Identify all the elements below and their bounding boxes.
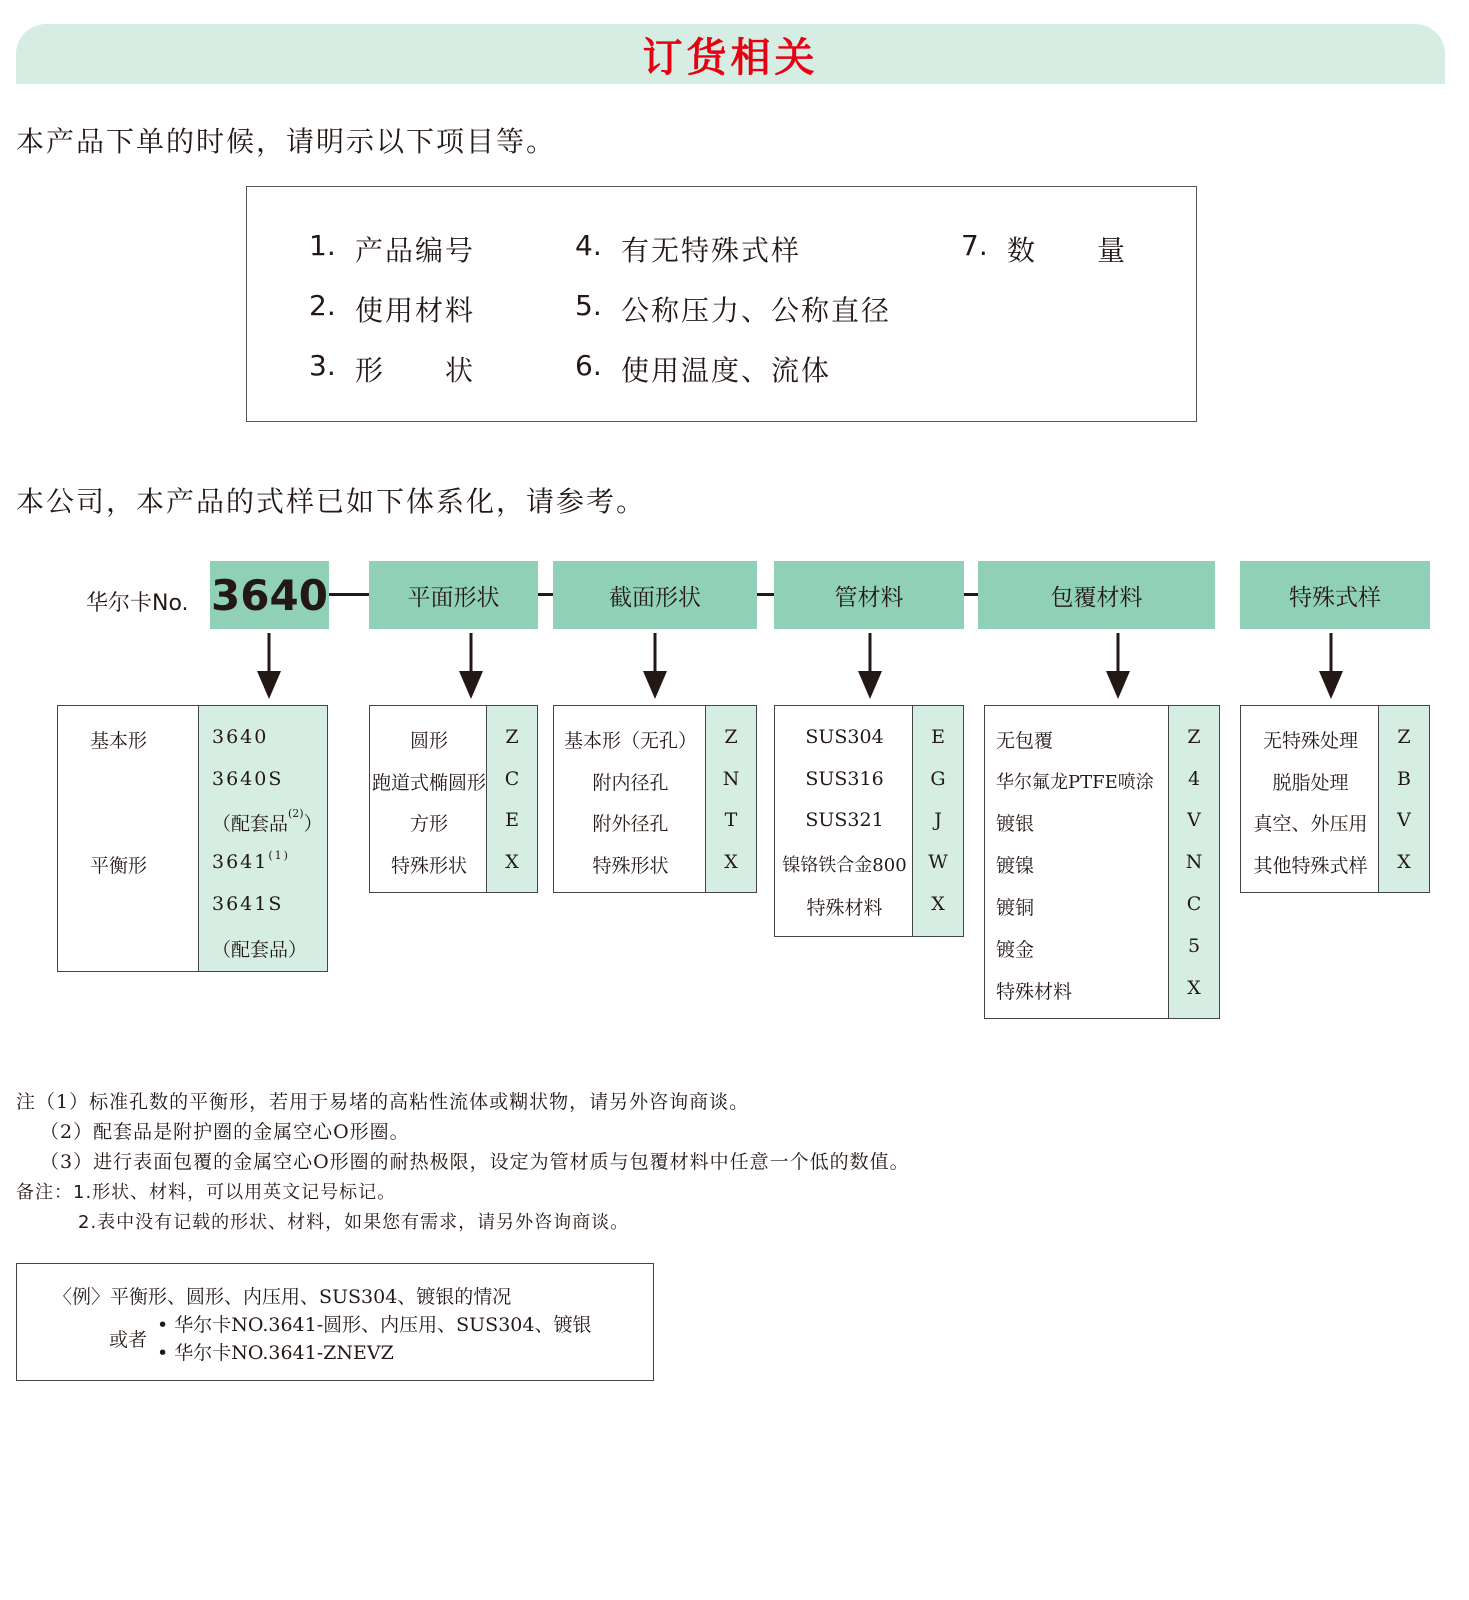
header-plane-shape: 平面形状 bbox=[369, 561, 538, 629]
example-box bbox=[16, 1263, 654, 1381]
model-number: 3640 bbox=[210, 561, 329, 629]
order-item-label: 使用材料 bbox=[355, 294, 476, 327]
option-name: 华尔氟龙PTFE喷涂 bbox=[996, 772, 1154, 793]
example-or-label: 或者 bbox=[109, 1329, 148, 1351]
order-item-label: 公称压力、公称直径 bbox=[621, 294, 892, 327]
option-code: Z bbox=[1187, 726, 1201, 748]
option-code: Z bbox=[1397, 726, 1411, 748]
header-section-shape: 截面形状 bbox=[553, 561, 757, 629]
option-name: 特殊形状 bbox=[592, 855, 669, 877]
product-code: 3640S bbox=[212, 768, 284, 790]
product-code: 3640 bbox=[212, 726, 269, 748]
order-item-label: 有无特殊式样 bbox=[621, 234, 802, 267]
dash-separator bbox=[329, 593, 369, 596]
option-code: C bbox=[504, 768, 520, 790]
plane-shape-table bbox=[369, 705, 538, 893]
option-code: X bbox=[505, 851, 519, 873]
section-title: 订货相关 bbox=[642, 34, 819, 81]
product-code: 3641$^{(1)}$ bbox=[212, 849, 290, 873]
dash-separator bbox=[538, 593, 553, 596]
intro-text-order: 本产品下单的时候，请明示以下项目等。 bbox=[16, 125, 557, 158]
dash-separator bbox=[964, 593, 978, 596]
option-code: X bbox=[724, 851, 738, 873]
option-name: SUS321 bbox=[805, 809, 884, 831]
dash-separator bbox=[757, 593, 774, 596]
down-arrow-icon bbox=[1316, 633, 1346, 701]
product-code-note: （配套品$^{(2)}$） bbox=[212, 807, 323, 835]
order-item-number: 6. bbox=[575, 349, 602, 382]
example-title: 〈例〉平衡形、圆形、内压用、SUS304、镀银的情况 bbox=[53, 1286, 512, 1308]
option-name: 镀铜 bbox=[996, 897, 1035, 919]
option-name: 真空、外压用 bbox=[1253, 813, 1368, 835]
remark: 2.表中没有记载的形状、材料，如果您有需求，请另外咨询商谈。 bbox=[78, 1212, 630, 1233]
shape-type-balanced: 平衡形 bbox=[90, 855, 148, 877]
order-item-number: 5. bbox=[575, 289, 602, 322]
option-code: J bbox=[934, 809, 942, 831]
option-name: 镀金 bbox=[996, 939, 1035, 961]
shape-type-basic: 基本形 bbox=[90, 730, 148, 752]
order-item-number: 4. bbox=[575, 229, 602, 262]
option-name: SUS304 bbox=[805, 726, 884, 748]
header-pipe-material: 管材料 bbox=[774, 561, 964, 629]
option-name: 镀银 bbox=[996, 813, 1035, 835]
remark: 备注：1.形状、材料，可以用英文记号标记。 bbox=[16, 1182, 397, 1203]
option-code: B bbox=[1397, 768, 1411, 790]
option-name: 附外径孔 bbox=[592, 813, 669, 835]
option-name: 跑道式椭圆形 bbox=[371, 772, 486, 794]
order-item-label: 产品编号 bbox=[355, 234, 476, 267]
order-item-number: 3. bbox=[309, 349, 336, 382]
order-item-label: 数 量 bbox=[1007, 234, 1128, 267]
option-code: Z bbox=[724, 726, 738, 748]
down-arrow-icon bbox=[855, 633, 885, 701]
header-coating-material: 包覆材料 bbox=[978, 561, 1215, 629]
brand-label: 华尔卡No. bbox=[86, 591, 189, 616]
product-code: （配套品） bbox=[212, 939, 308, 961]
example-line: • 华尔卡NO.3641-ZNEVZ bbox=[157, 1342, 394, 1364]
option-code: V bbox=[1187, 809, 1201, 831]
down-arrow-icon bbox=[456, 633, 486, 701]
option-code: N bbox=[1185, 851, 1203, 873]
intro-text-system: 本公司，本产品的式样已如下体系化，请参考。 bbox=[16, 485, 647, 518]
option-name: 镍铬铁合金800 bbox=[782, 855, 907, 876]
order-item-number: 2. bbox=[309, 289, 336, 322]
option-code: C bbox=[1186, 893, 1202, 915]
option-code: X bbox=[1397, 851, 1411, 873]
option-code: T bbox=[724, 809, 738, 831]
section-header bbox=[16, 24, 1445, 84]
option-code: E bbox=[931, 726, 945, 748]
option-name: 镀镍 bbox=[996, 855, 1035, 877]
option-code: N bbox=[722, 768, 740, 790]
product-number-table bbox=[57, 705, 328, 972]
footnote: （3）进行表面包覆的金属空心O形圈的耐热极限，设定为管材质与包覆材料中任意一个低的数值。 bbox=[40, 1151, 910, 1173]
option-code: G bbox=[930, 768, 946, 790]
option-name: 特殊材料 bbox=[806, 897, 883, 919]
option-code: Z bbox=[505, 726, 519, 748]
option-code: V bbox=[1397, 809, 1411, 831]
option-name: 其他特殊式样 bbox=[1253, 855, 1368, 877]
option-name: 圆形 bbox=[409, 730, 448, 752]
option-code: X bbox=[1187, 977, 1201, 999]
option-name: 方形 bbox=[409, 813, 448, 835]
option-name: 无特殊处理 bbox=[1262, 730, 1358, 752]
order-item-number: 1. bbox=[309, 229, 336, 262]
option-code: 4 bbox=[1187, 768, 1201, 790]
option-code: 5 bbox=[1187, 935, 1201, 957]
example-line: • 华尔卡NO.3641-圆形、内压用、SUS304、镀银 bbox=[157, 1314, 592, 1336]
option-name: 无包覆 bbox=[996, 730, 1054, 752]
header-special-spec: 特殊式样 bbox=[1240, 561, 1430, 629]
footnote: （2）配套品是附护圈的金属空心O形圈。 bbox=[40, 1121, 410, 1143]
option-name: 附内径孔 bbox=[592, 772, 669, 794]
footnote: 注（1）标准孔数的平衡形，若用于易堵的高粘性流体或糊状物，请另外咨询商谈。 bbox=[16, 1091, 750, 1113]
order-items-box bbox=[246, 186, 1197, 422]
coating-material-table bbox=[984, 705, 1220, 1019]
option-code: X bbox=[931, 893, 945, 915]
option-code: E bbox=[505, 809, 519, 831]
pipe-material-table bbox=[774, 705, 964, 937]
special-spec-table bbox=[1240, 705, 1430, 893]
option-name: 特殊材料 bbox=[996, 981, 1073, 1003]
product-code: 3641S bbox=[212, 893, 284, 915]
option-code: W bbox=[928, 851, 948, 873]
order-item-number: 7. bbox=[961, 229, 988, 262]
down-arrow-icon bbox=[1103, 633, 1133, 701]
down-arrow-icon bbox=[254, 633, 284, 701]
option-name: 特殊形状 bbox=[390, 855, 467, 877]
option-name: SUS316 bbox=[805, 768, 884, 790]
down-arrow-icon bbox=[640, 633, 670, 701]
order-item-label: 形 状 bbox=[355, 354, 476, 387]
section-shape-table bbox=[553, 705, 757, 893]
order-item-label: 使用温度、流体 bbox=[621, 354, 832, 387]
option-name: 脱脂处理 bbox=[1272, 772, 1349, 794]
option-name: 基本形（无孔） bbox=[563, 730, 697, 752]
